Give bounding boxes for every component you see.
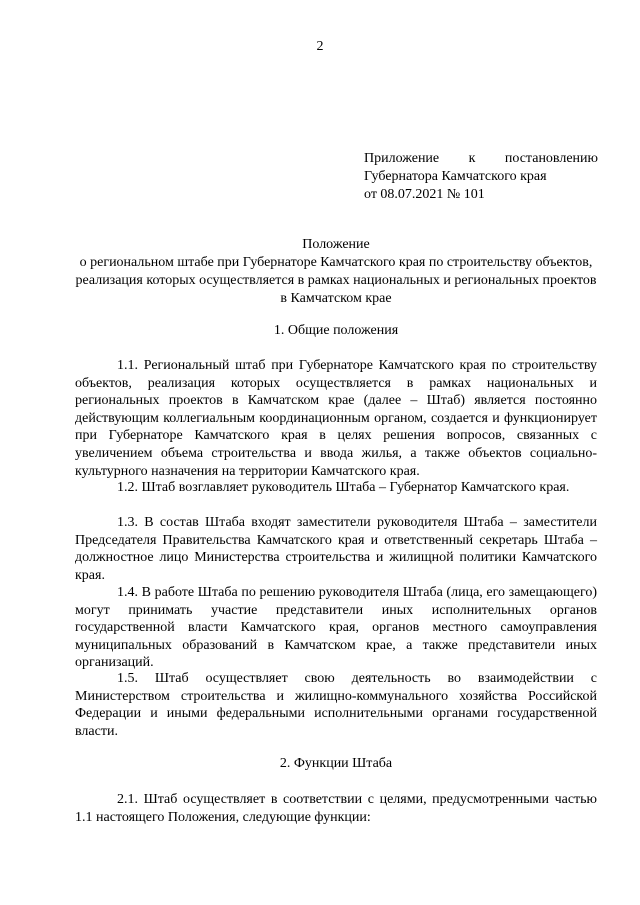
paragraph-1-1: 1.1. Региональный штаб при Губернаторе Камчатского края по строительству объектов, реализация которых осуществляется в рамках национальных и региональных проектов в Камчатском крае (далее – Штаб) является постоянно действующим коллегиальным координационным органом, создается и функционирует при Губернаторе Камчатского края в целях решения вопросов, связанных с увеличением объема строительства и ввода жилья, а также объектов социально-культурного назначения на территории Камчатского края. [75,358,597,479]
page-number: 2 [316,39,324,54]
document-title-block [74,236,598,308]
paragraph-1-3: 1.3. В состав Штаба входят заместители руководителя Штаба – заместители Председателя Правительства Камчатского края и ответственный секретарь Штаба – должностное лицо Министерства строительства и жилищной политики Камчатского края. [75,515,597,583]
paragraph-1-5: 1.5. Штаб осуществляет свою деятельность во взаимодействии с Министерством строительства и жилищно-коммунального хозяйства Российской Федерации и иными федеральными исполнительными органами государственной власти. [75,671,597,739]
appendix-line-2: Губернатора Камчатского края [364,169,547,184]
section-heading-general: 1. Общие положения [273,323,399,338]
document-title: Положение [302,237,370,252]
paragraph-1-4: 1.4. В работе Штаба по решению руководителя Штаба (лица, его замещающего) могут принимать участие представители иных исполнительных органов государственной власти Камчатского края, органов местного самоуправления муниципальных образований в Камчатском крае, а также представители иных организаций. [75,585,597,671]
appendix-line-3: от 08.07.2021 № 101 [364,187,485,202]
paragraph-2-1: 2.1. Штаб осуществляет в соответствии с целями, предусмотренными частью 1.1 настоящего Положения, следующие функции: [75,792,597,825]
document-subtitle: о региональном штабе при Губернаторе Камчатского края по строительству объектов, реализация которых осуществляется в рамках национальных и региональных проектов в Камчатском крае [75,255,597,306]
appendix-block [364,150,598,204]
paragraph-1-2: 1.2. Штаб возглавляет руководитель Штаба – Губернатор Камчатского края. [117,480,570,495]
appendix-line-1: Приложение к постановлению [364,151,598,166]
section-heading-functions: 2. Функции Штаба [279,756,393,771]
